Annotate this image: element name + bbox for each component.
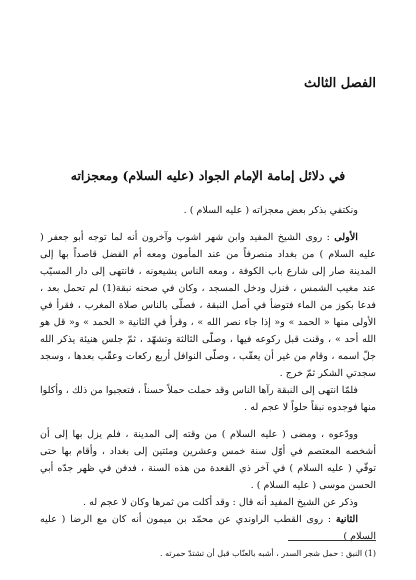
miracle-two-text: : روى القطب الراوندي عن محمّد بن ميمون أنه كان مع الرضا ( عليه السلام ) [40, 514, 376, 542]
mufid-paragraph: وذكر عن الشيخ المفيد أنه قال : وقد أكلت من ثمرها وكان لا عجم له . [83, 497, 358, 508]
section-title: في دلائل إمامة الإمام الجواد (عليه السلام) ومعجزاته [70, 168, 346, 183]
footnote-rule [288, 540, 376, 541]
miracle-one-text: : روى الشيخ المفيد وابن شهر اشوب وآخرون أنه لما توجه أبو جعفر ( عليه السلام ) من بغداد منصرفاً من عند المأمون ومعه أم الفضل قاصداً بها إلى المدينة صار إلى شارع باب الكوفة ، ومعه الناس يشيعونه ، فانتهى إلى دار المسيّب عند مغيب الشمس ، فنزل ودخل المسجد ، وكان في صحنه نبقة(1) لم تحمل بعد ، فدعا بكوز من الماء فتوضأ في أصل النبقة ، فصلّى بالناس صلاة المغرب ، فقرأ في الأولى منها « الحمد » و« إذا جاء نصر الله » ، وقرأ في الثانية « الحمد » و« قل هو الله أحد » ، وقنت قبل ركوعه فيها ، وصلّى الثالثة وتشهّد ، ثمّ جلس هنيئة يذكر الله جلّ اسمه ، وقام من غير أن يعقّب ، وصلّى النوافل أربع ركعات وعقّب بعدها ، وسجد سجدتي الشكر ثمّ خرج . [40, 232, 376, 379]
intro-paragraph: ونكتفي بذكر بعض معجزاته ( عليه السلام ) . [183, 205, 358, 216]
footnote: (1) النبق : حمل شجر السدر ، أشبه بالعنّاب قبل أن تشتدّ حمرته . [160, 549, 376, 558]
nabqa-paragraph: فلمّا انتهى إلى النبقة رآها الناس وقد حملت حملاً حسناً ، فتعجبوا من ذلك ، وأكلوا منها فوجدوه نبقاً حلواً لا عجم له . [40, 385, 376, 413]
miracle-two-label: الثانية [335, 514, 358, 525]
departure-paragraph: وودّعوه ، ومضى ( عليه السلام ) من وقته إلى المدينة ، فلم يزل بها إلى أن أشخصه المعتصم في أوّل سنة خمس وعشرين ومئتين إلى بغداد ، وأقام بها حتى توفّي ( عليه السلام ) في آخر ذي القعدة من هذه السنة ، فدفن في ظهر جدّه أبي الحسن موسى ( عليه السلام ) . [40, 429, 376, 491]
miracle-one-label: الأولى [334, 232, 358, 243]
body-text [40, 202, 376, 545]
chapter-title: الفصل الثالث [304, 76, 376, 91]
miracle-one-paragraph [40, 229, 376, 382]
